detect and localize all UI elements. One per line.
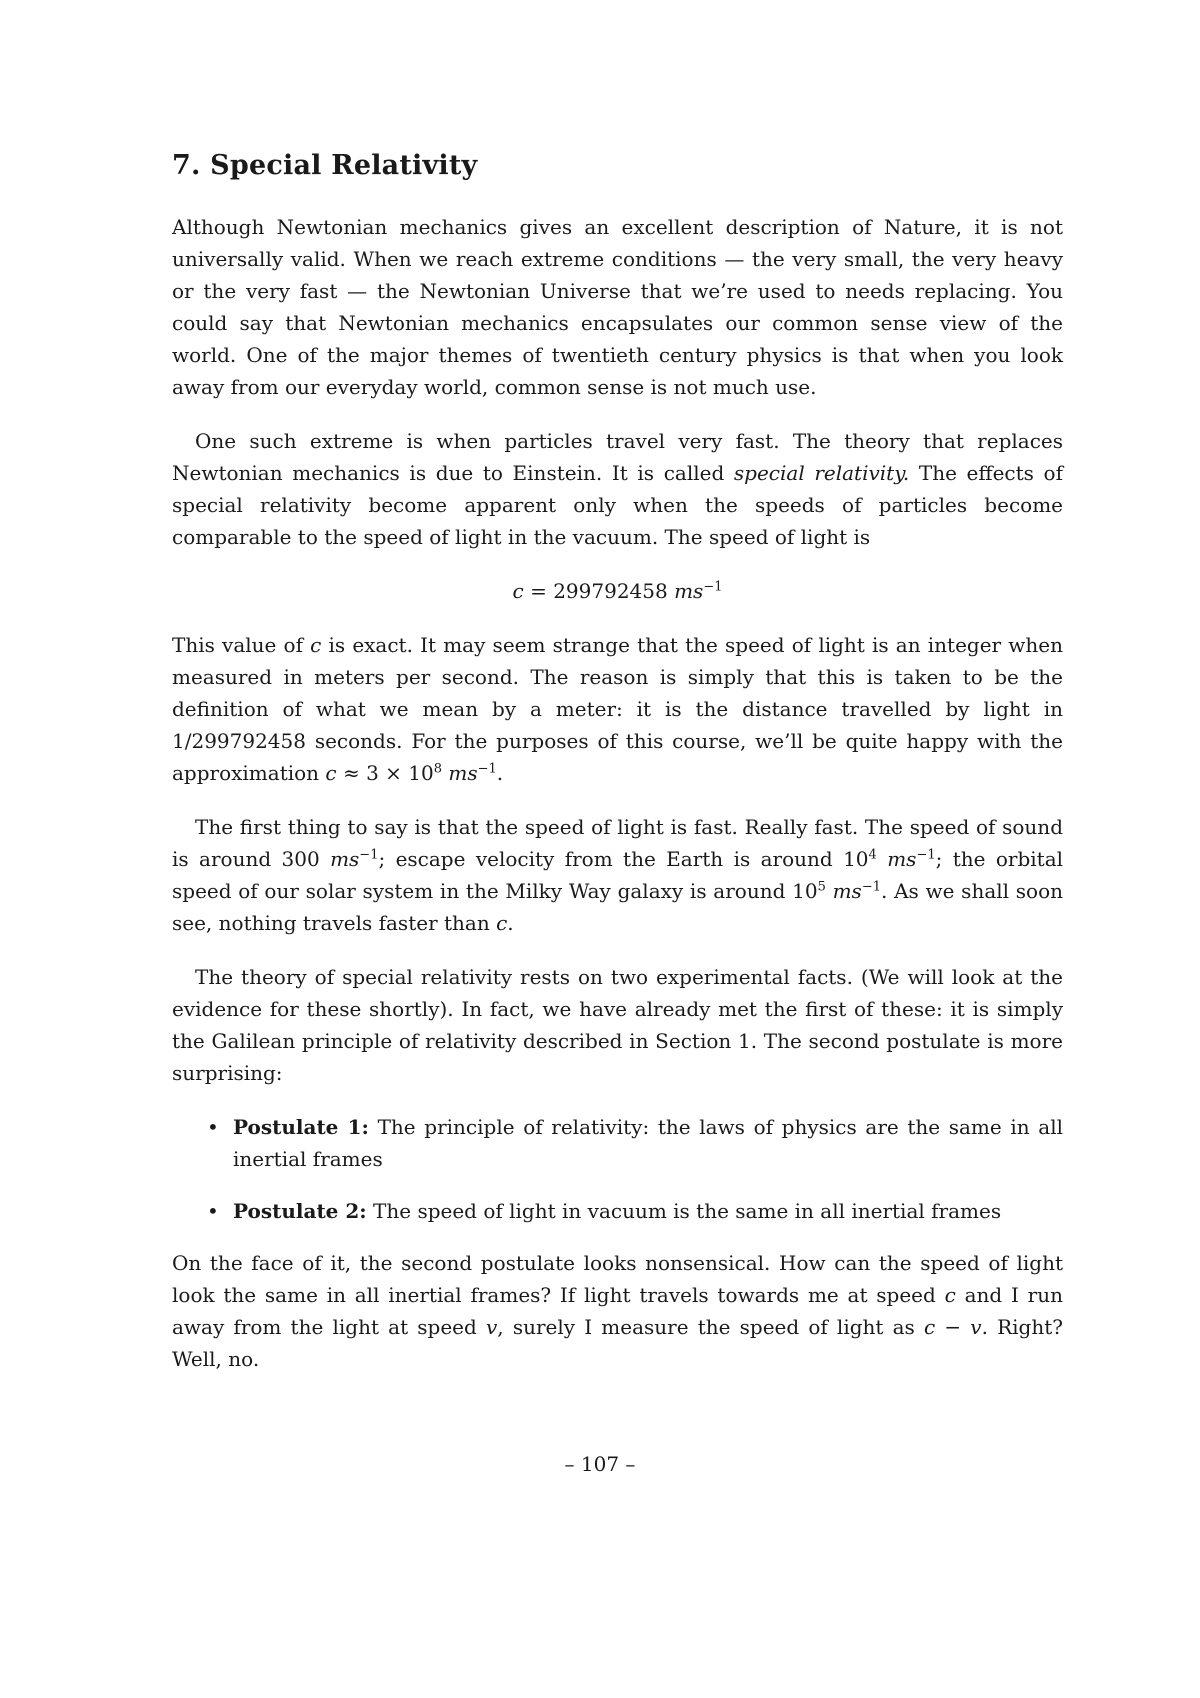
text-run: . [507,911,514,935]
paragraph-intro: Although Newtonian mechanics gives an excellent description of Nature, it is not universally valid. When we reach extreme conditions — the very small, the very heavy or the very fast — the Newtonian Universe that we’re used to needs replacing. You could say that Newtonian mechanics encapsulates our common sense view of the world. One of the major themes of twentieth century physics is that when you look away from our everyday world, common sense is not much use. [172,215,1063,399]
list-item-postulate-1 [172,1111,1063,1175]
paragraph-fast [172,811,1063,939]
text-run: One such extreme is when particles travel very fast. The theory that replaces Newtonian mechanics is due to Einstein. It is called [172,429,1063,485]
text-run: ; escape velocity from the Earth is around 10 [378,847,869,871]
text-run: This value of [172,633,311,657]
page-number: – 107 – [564,1452,636,1476]
text-run: is exact. It may seem strange that the speed of light is an integer when measured in meters per second. The reason is simply that this is taken to be the definition of what we mean by a meter: it is the distance travelled by light in 1/299792458 seconds. For the purposes of this course, we’ll be quite happy with the approximation [172,633,1063,785]
list-item-postulate-2 [172,1195,1063,1227]
math-exponent: 5 [817,879,826,895]
postulate-label: Postulate 1: [233,1115,369,1139]
math-var: c [310,633,322,657]
math-exponent: −1 [703,579,723,595]
math-exponent: −1 [477,761,497,777]
text-run: . As we shall soon see, nothing travels faster than [172,879,1063,935]
math-var: c [944,1283,956,1307]
math-var: c [512,579,524,603]
paragraph-exact-value [172,629,1063,789]
postulate-text: The principle of relativity: the laws of physics are the same in all inertial frames [233,1115,1063,1171]
math-var: c [325,761,337,785]
equation-speed-of-light [172,575,1063,607]
math-exponent: 8 [433,761,443,777]
postulate-text: The speed of light in vacuum is the same in all inertial frames [366,1199,1002,1223]
text-run: On the face of it, the second postulate looks nonsensical. How can the speed of light look the same in all inertial frames? If light travels towards me at speed [172,1251,1063,1307]
math-unit: ms [330,847,360,871]
math-var: c [496,911,508,935]
text-run: ; the orbital speed of our solar system in the Milky Way galaxy is around 10 [172,847,1064,903]
math-var: v [485,1315,498,1339]
text-run: and I run away from the light at speed [172,1283,1063,1339]
text-run: ≈ 3 × 10 [336,761,434,785]
bullet: • [207,1199,219,1223]
paragraph-extreme [172,425,1063,553]
page-body [172,150,1063,1397]
emphasis-term: special relativity. [733,461,910,485]
math-expression: c − v [923,1315,982,1339]
math-unit: ms [674,579,704,603]
math-unit: ms [832,879,862,903]
math-unit: ms [448,761,478,785]
postulate-label: Postulate 2: [233,1199,367,1223]
text-run: The effects of special relativity become apparent only when the speeds of particles become comparable to the speed of light in the vacuum. The speed of light is [172,461,1064,549]
text-run: , surely I measure the speed of light as [497,1315,924,1339]
equation-value: = 299792458 [523,579,675,603]
bullet: • [207,1115,219,1139]
section-title: 7. Special Relativity [172,150,478,181]
math-exponent: −1 [861,879,881,895]
math-exponent: −1 [916,847,936,863]
postulate-list [172,1111,1063,1227]
paragraph-nonsensical [172,1247,1063,1375]
text-run: . [496,761,504,785]
paragraph-postulates-intro: The theory of special relativity rests on two experimental facts. (We will look at the evidence for these shortly). In fact, we have already met the first of these: it is simply the Galilean principle of relativity described in Section 1. The second postulate is more surprising: [172,965,1063,1085]
text-run: The first thing to say is that the speed of light is fast. Really fast. The speed of sound is around 300 [172,815,1063,871]
math-unit: ms [887,847,917,871]
text-run: . Right? Well, no. [172,1315,1063,1371]
math-exponent: −1 [359,847,379,863]
math-exponent: 4 [868,847,877,863]
